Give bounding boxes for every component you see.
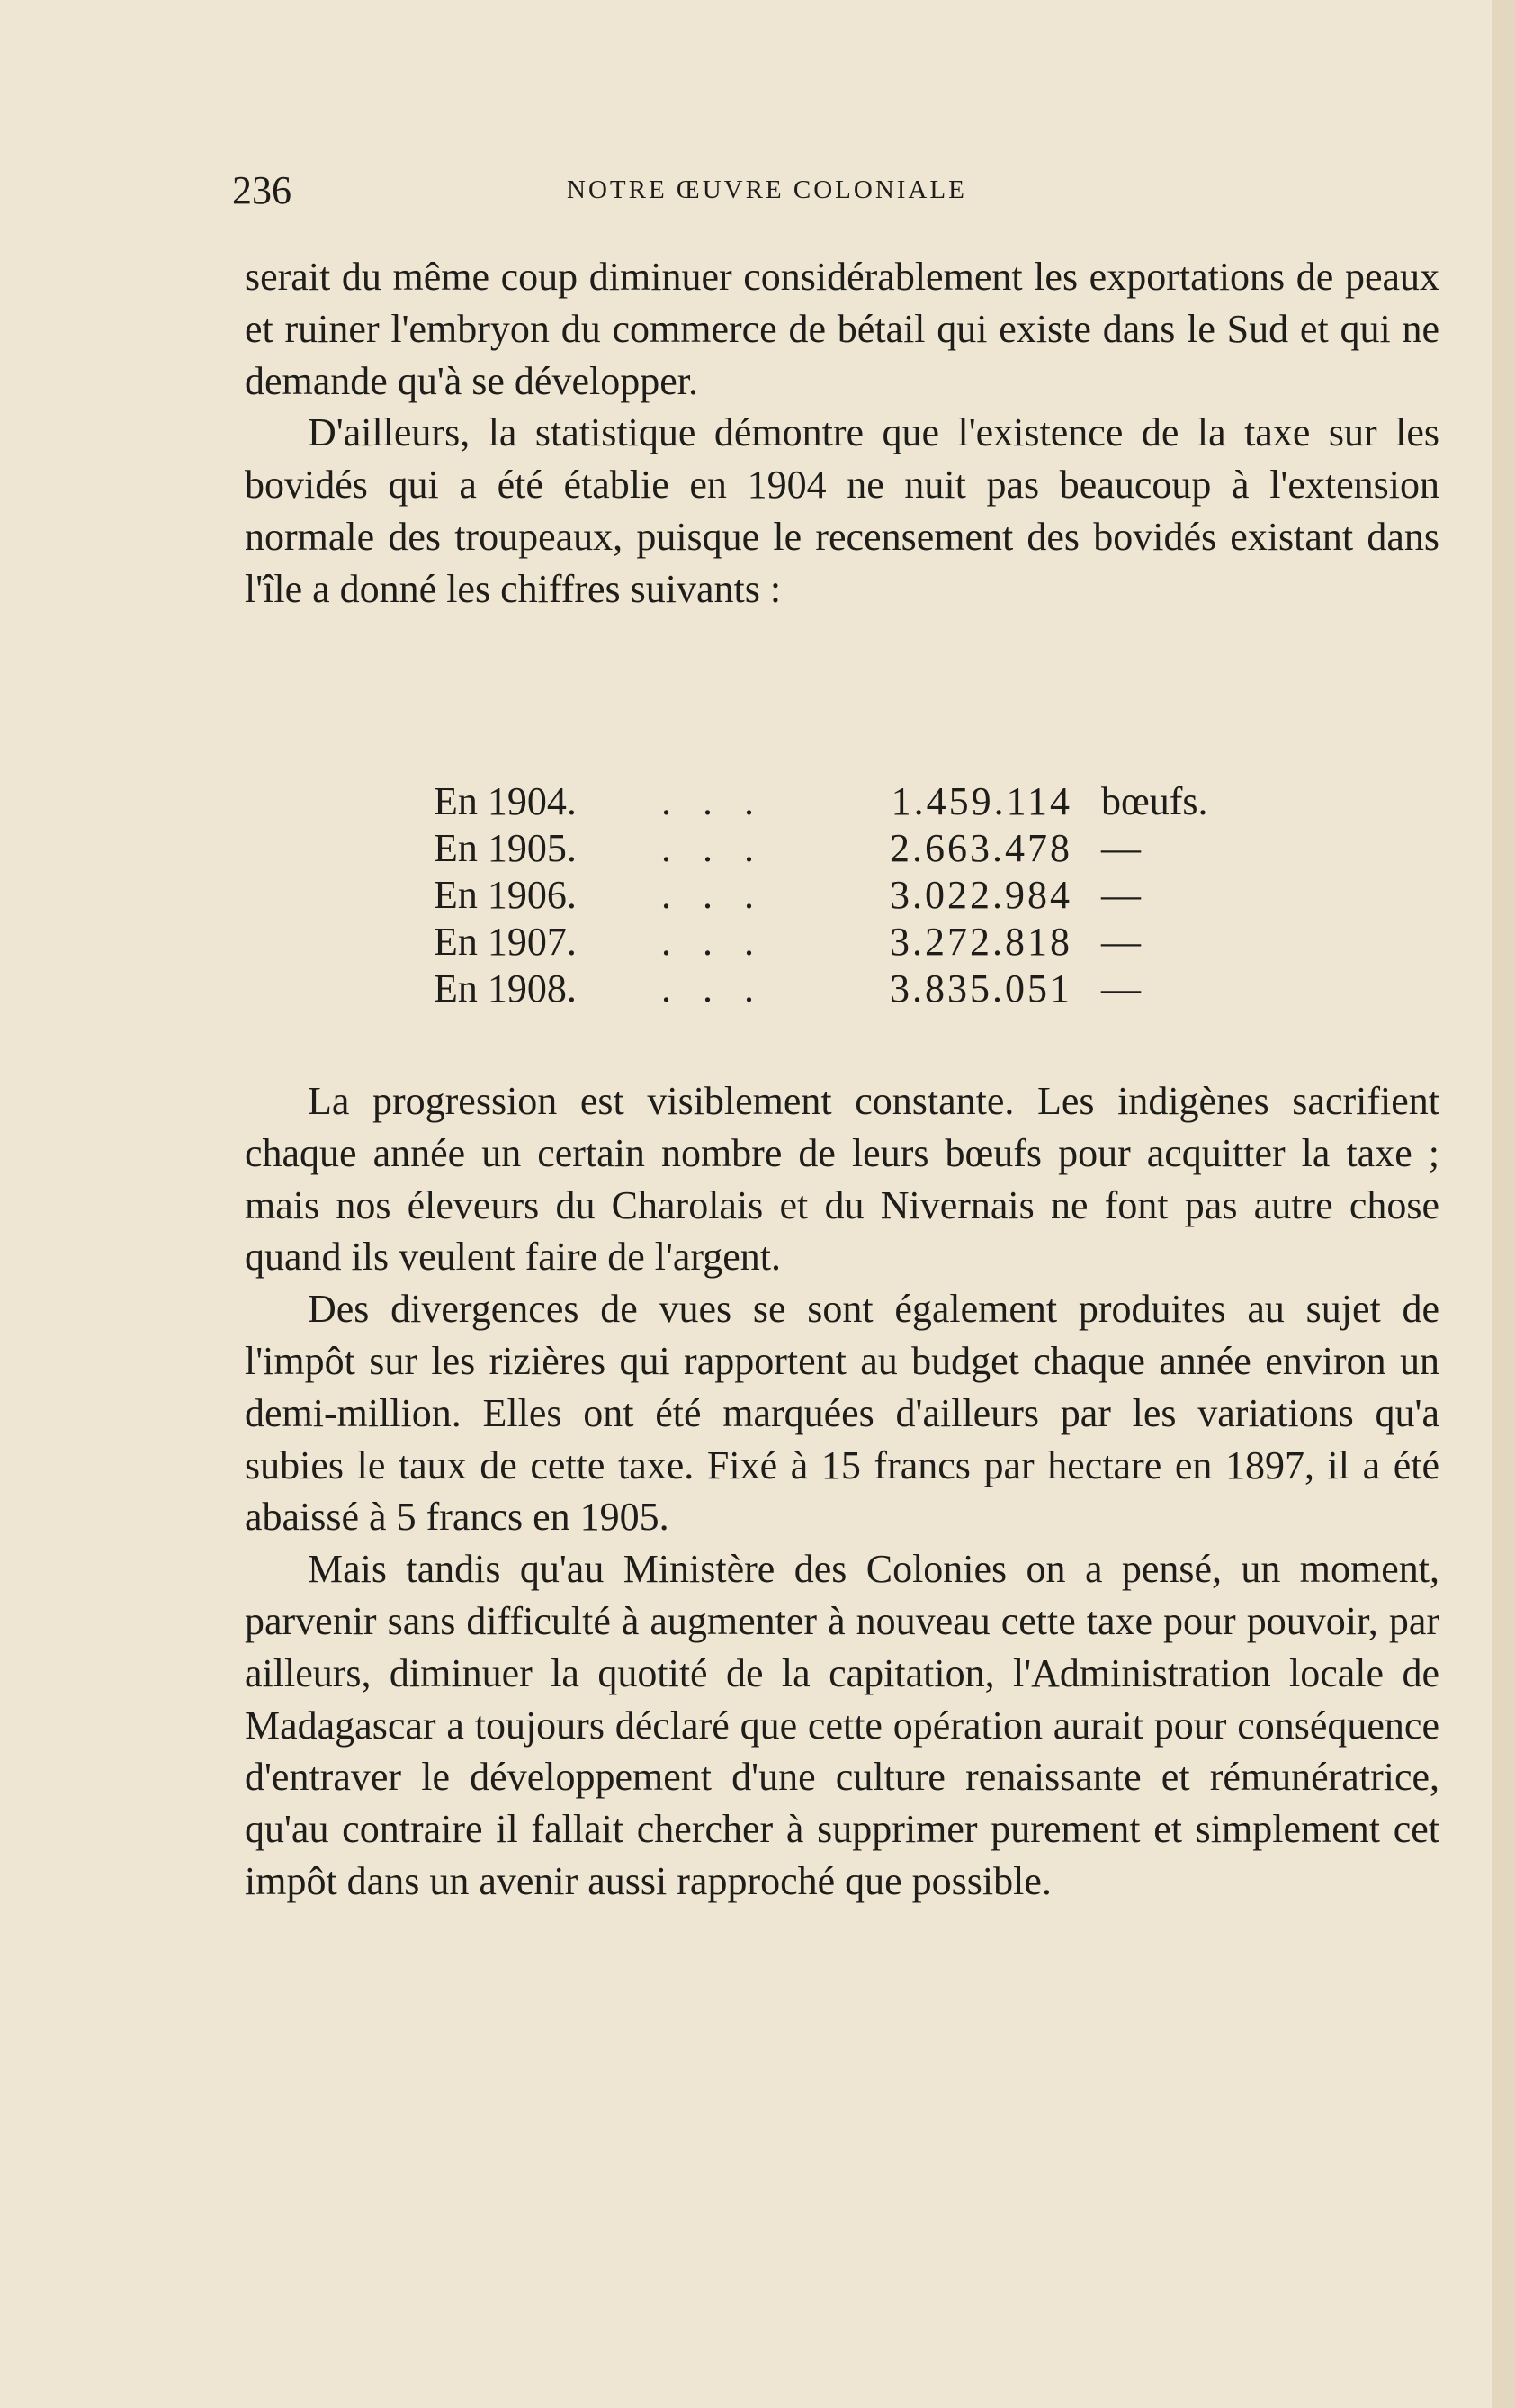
page-header — [232, 168, 1447, 212]
paragraph-continuation: serait du même coup diminuer considérablement les exportations de peaux et ruiner l'embryon du commerce de bétail qui existe dans le Sud et qui ne demande qu'à se développer. — [245, 255, 1439, 403]
cattle-count: 3.272.818 — [890, 920, 1072, 964]
table-row — [434, 872, 1243, 919]
cattle-count: 2.663.478 — [890, 826, 1072, 870]
census-year: En 1905. — [434, 826, 577, 870]
leader-dots: . . . — [661, 920, 765, 964]
leader-dots: . . . — [661, 826, 765, 870]
paragraph-ministry-administration: Mais tandis qu'au Ministère des Colonies on a pensé, un moment, parvenir sans difficulté à augmenter à nouveau cette taxe pour pouvoir, par ailleurs, diminuer la quotité de la capitation, l'Administration locale de Madagascar a toujours déclaré que cette opération aurait pour conséquence d'entraver le développement d'une culture renaissante et rémunératrice, qu'au contraire il fallait chercher à supprimer purement et simplement cet impôt dans un avenir aussi rapproché que possible. — [245, 1547, 1439, 1903]
table-row — [434, 966, 1243, 1012]
page-number: 236 — [232, 168, 291, 212]
unit-label: — — [1101, 826, 1141, 870]
leader-dots: . . . — [661, 873, 765, 917]
text-block-after-table — [245, 1075, 1439, 1908]
unit-label: — — [1101, 920, 1141, 964]
cattle-count: 3.022.984 — [890, 873, 1072, 917]
census-year: En 1908. — [434, 966, 577, 1011]
cattle-count: 1.459.114 — [891, 779, 1072, 823]
paragraph-statistics-intro: D'ailleurs, la statistique démontre que l'existence de la taxe sur les bovidés qui a été établie en 1904 ne nuit pas beaucoup à l'extension normale des troupeaux, puisque le recensement des bovidés existant dans l'île a donné les chiffres suivants : — [245, 410, 1439, 611]
census-year: En 1904. — [434, 779, 577, 823]
leader-dots: . . . — [661, 966, 765, 1011]
table-row — [434, 919, 1243, 966]
page-edge — [1492, 0, 1515, 2408]
paragraph-rice-field-tax: Des divergences de vues se sont également produites au sujet de l'impôt sur les rizières qui rapportent au budget chaque année environ un demi-million. Elles ont été marquées d'ailleurs par les variations qu'a subies le taux de cette taxe. Fixé à 15 francs par hectare en 1897, il a été abaissé à 5 francs en 1905. — [245, 1287, 1439, 1540]
census-year: En 1907. — [434, 920, 577, 964]
unit-label: — — [1101, 873, 1141, 917]
census-year: En 1906. — [434, 873, 577, 917]
running-title: NOTRE ŒUVRE COLONIALE — [567, 175, 967, 204]
leader-dots: . . . — [661, 779, 765, 823]
cattle-census-table — [434, 778, 1243, 1012]
table-row — [434, 825, 1243, 872]
table-row — [434, 778, 1243, 825]
cattle-count: 3.835.051 — [890, 966, 1072, 1011]
text-block-before-table — [245, 251, 1439, 615]
unit-label: bœufs. — [1101, 779, 1208, 823]
unit-label: — — [1101, 966, 1141, 1011]
paragraph-progression: La progression est visiblement constante. Les indigènes sacrifient chaque année un certain nombre de leurs bœufs pour acquitter la taxe ; mais nos éleveurs du Charolais et du Nivernais ne font pas autre chose quand ils veulent faire de l'argent. — [245, 1079, 1439, 1280]
